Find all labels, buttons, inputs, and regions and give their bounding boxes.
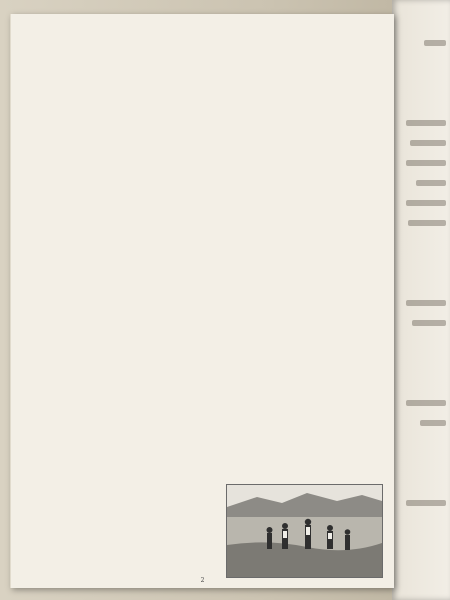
adjacent-page [392, 0, 450, 600]
field-survey-photo [226, 484, 383, 578]
ghost-text-line [416, 180, 446, 186]
ghost-text-line [406, 160, 446, 166]
ghost-heading [424, 40, 446, 46]
ghost-text-line [410, 140, 446, 146]
ghost-text-line [406, 120, 446, 126]
ghost-text-line [412, 320, 446, 326]
document-page [10, 14, 394, 588]
ghost-text-line [406, 200, 446, 206]
ghost-text-line [406, 500, 446, 506]
ghost-text-line [408, 220, 446, 226]
ghost-text-line [406, 300, 446, 306]
photo-illustration [227, 485, 382, 577]
ghost-text-line [406, 400, 446, 406]
page-number: 2 [200, 577, 205, 584]
ghost-text-line [420, 420, 446, 426]
